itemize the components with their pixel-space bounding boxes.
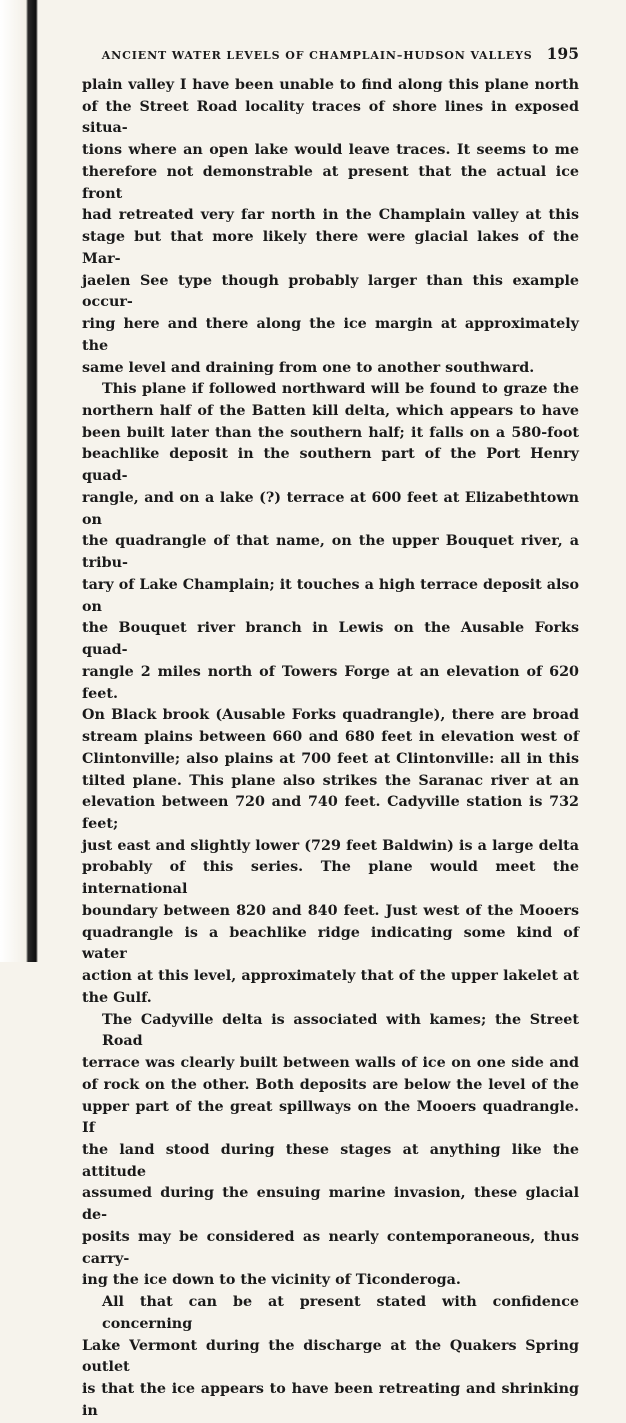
text-line: been built later than the southern half; it falls on a 580-foot <box>82 424 579 441</box>
text-line: posits may be considered as nearly contemporaneous, thus carry- <box>82 1228 579 1267</box>
text-line: the land stood during these stages at anything like the attitude <box>82 1141 579 1180</box>
text-line: the quadrangle of that name, on the upper Bouquet river, a tribu- <box>82 533 579 572</box>
text-line: therefore not demonstrable at present that the actual ice front <box>82 163 579 202</box>
text-line: stream plains between 660 and 680 feet in elevation west of <box>82 729 579 746</box>
text-line: action at this level, approximately that of the upper lakelet at <box>82 968 579 985</box>
text-line: All that can be at present stated with confidence concerning <box>102 1294 579 1332</box>
page-number: 195 <box>546 44 579 63</box>
page-header <box>82 44 579 63</box>
body-text <box>82 75 579 1423</box>
text-line: terrace was clearly built between walls of ice on one side and <box>82 1055 579 1072</box>
text-line: tary of Lake Champlain; it touches a high terrace deposit also on <box>82 576 579 615</box>
text-line: boundary between 820 and 840 feet. Just west of the Mooers <box>82 902 579 919</box>
book-binding-edge <box>0 0 38 962</box>
text-line: rangle 2 miles north of Towers Forge at an elevation of 620 feet. <box>82 663 579 702</box>
text-line: Clintonville; also plains at 700 feet at Clintonville: all in this <box>82 750 579 767</box>
text-line: ing the ice down to the vicinity of Ticonderoga. <box>82 1272 461 1289</box>
text-line: the Bouquet river branch in Lewis on the Ausable Forks quad- <box>82 620 579 659</box>
text-line: had retreated very far north in the Champlain valley at this <box>82 207 579 224</box>
text-line: of rock on the other. Both deposits are below the level of the <box>82 1076 579 1093</box>
text-line: tions where an open lake would leave traces. It seems to me <box>82 142 579 159</box>
text-line: assumed during the ensuing marine invasion, these glacial de- <box>82 1185 579 1224</box>
text-line: same level and draining from one to another southward. <box>82 359 535 376</box>
text-line: probably of this series. The plane would meet the international <box>82 859 579 898</box>
paragraph <box>82 1292 579 1422</box>
text-line: jaelen See type though probably larger than this example occur- <box>82 272 579 311</box>
text-line: On Black brook (Ausable Forks quadrangle), there are broad <box>82 707 579 724</box>
text-line: quadrangle is a beachlike ridge indicating some kind of water <box>82 924 579 963</box>
text-line: of the Street Road locality traces of shore lines in exposed situa- <box>82 98 579 137</box>
text-line: stage but that more likely there were glacial lakes of the Mar- <box>82 229 579 267</box>
text-line: upper part of the great spillways on the Mooers quadrangle. If <box>82 1098 579 1137</box>
running-title: ANCIENT WATER LEVELS OF CHAMPLAIN–HUDSON VALLEYS <box>101 49 533 62</box>
text-line: is that the ice appears to have been retreating and shrinking in <box>82 1381 579 1419</box>
text-line: ring here and there along the ice margin at approximately the <box>82 316 579 354</box>
text-line: the Gulf. <box>82 989 152 1006</box>
text-line: plain valley I have been unable to find along this plane north <box>82 77 579 93</box>
text-line: just east and slightly lower (729 feet Baldwin) is a large delta <box>82 837 579 854</box>
text-line: beachlike deposit in the southern part of the Port Henry quad- <box>82 446 579 485</box>
paragraph <box>82 379 579 1009</box>
text-line: northern half of the Batten kill delta, which appears to have <box>82 403 579 420</box>
paragraph <box>82 75 579 379</box>
text-line: tilted plane. This plane also strikes the Saranac river at an <box>82 772 579 789</box>
paragraph <box>82 1010 579 1293</box>
text-line: rangle, and on a lake (?) terrace at 600 feet at Elizabethtown on <box>82 489 579 528</box>
text-line: elevation between 720 and 740 feet. Cadyville station is 732 feet; <box>82 794 579 832</box>
text-line: The Cadyville delta is associated with kames; the Street Road <box>102 1011 579 1050</box>
text-line: This plane if followed northward will be found to graze the <box>102 381 579 398</box>
text-line: Lake Vermont during the discharge at the Quakers Spring outlet <box>82 1337 579 1376</box>
book-page <box>82 44 579 1423</box>
